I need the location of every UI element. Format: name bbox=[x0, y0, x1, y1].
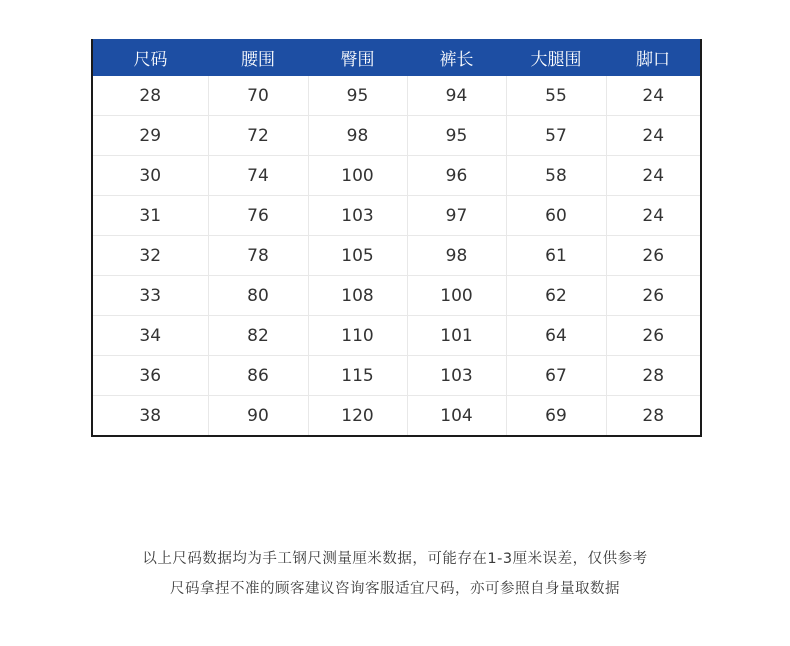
cell-length: 103 bbox=[407, 356, 506, 396]
header-size: 尺码 bbox=[92, 39, 208, 76]
cell-leg-opening: 26 bbox=[606, 276, 701, 316]
cell-length: 97 bbox=[407, 196, 506, 236]
cell-hip: 108 bbox=[308, 276, 407, 316]
measurement-note: 以上尺码数据均为手工钢尺测量厘米数据，可能存在1-3厘米误差，仅供参考 bbox=[142, 551, 648, 567]
cell-size: 28 bbox=[92, 76, 208, 116]
cell-waist: 76 bbox=[208, 196, 308, 236]
cell-length: 98 bbox=[407, 236, 506, 276]
cell-hip: 95 bbox=[308, 76, 407, 116]
table-row bbox=[92, 116, 701, 156]
header-waist: 腰围 bbox=[208, 39, 308, 76]
header-length: 裤长 bbox=[407, 39, 506, 76]
cell-size: 29 bbox=[92, 116, 208, 156]
cell-leg-opening: 26 bbox=[606, 236, 701, 276]
cell-thigh: 57 bbox=[506, 116, 606, 156]
cell-thigh: 62 bbox=[506, 276, 606, 316]
cell-waist: 80 bbox=[208, 276, 308, 316]
cell-hip: 105 bbox=[308, 236, 407, 276]
table-row bbox=[92, 156, 701, 196]
cell-thigh: 60 bbox=[506, 196, 606, 236]
cell-length: 101 bbox=[407, 316, 506, 356]
cell-leg-opening: 28 bbox=[642, 405, 665, 426]
cell-hip: 115 bbox=[308, 356, 407, 396]
cell-thigh: 67 bbox=[506, 356, 606, 396]
cell-thigh: 55 bbox=[506, 76, 606, 116]
cell-waist: 70 bbox=[208, 76, 308, 116]
cell-thigh: 61 bbox=[506, 236, 606, 276]
size-chart-table bbox=[91, 39, 702, 437]
cell-hip: 120 bbox=[308, 396, 407, 437]
table-row bbox=[92, 236, 701, 276]
cell-thigh: 69 bbox=[506, 396, 606, 437]
cell-hip: 98 bbox=[308, 116, 407, 156]
cell-size: 32 bbox=[92, 236, 208, 276]
table-row bbox=[92, 396, 701, 437]
cell-waist: 74 bbox=[208, 156, 308, 196]
cell-hip: 100 bbox=[308, 156, 407, 196]
cell-size: 33 bbox=[92, 276, 208, 316]
table-header-row bbox=[92, 39, 701, 76]
table-row bbox=[92, 316, 701, 356]
table-row bbox=[92, 196, 701, 236]
cell-waist: 72 bbox=[208, 116, 308, 156]
header-hip: 臀围 bbox=[308, 39, 407, 76]
cell-length: 100 bbox=[407, 276, 506, 316]
cell-thigh: 64 bbox=[506, 316, 606, 356]
cell-size: 31 bbox=[92, 196, 208, 236]
size-advice-note: 尺码拿捏不准的顾客建议咨询客服适宜尺码，亦可参照自身量取数据 bbox=[170, 581, 620, 597]
table-row bbox=[92, 276, 701, 316]
cell-size: 34 bbox=[92, 316, 208, 356]
cell-leg-opening: 24 bbox=[606, 116, 701, 156]
cell-thigh: 58 bbox=[506, 156, 606, 196]
header-thigh: 大腿围 bbox=[506, 39, 606, 76]
cell-leg-opening: 24 bbox=[606, 196, 701, 236]
cell-leg-opening: 26 bbox=[606, 316, 701, 356]
table-row bbox=[92, 356, 701, 396]
cell-leg-opening: 24 bbox=[606, 156, 701, 196]
cell-hip: 103 bbox=[308, 196, 407, 236]
cell-size: 36 bbox=[92, 356, 208, 396]
cell-length: 96 bbox=[407, 156, 506, 196]
cell-length: 104 bbox=[407, 396, 506, 437]
table-row bbox=[92, 76, 701, 116]
cell-leg-opening: 24 bbox=[606, 76, 701, 116]
cell-size: 38 bbox=[92, 396, 208, 437]
cell-length: 94 bbox=[407, 76, 506, 116]
cell-waist: 82 bbox=[208, 316, 308, 356]
cell-hip: 110 bbox=[308, 316, 407, 356]
cell-length: 95 bbox=[407, 116, 506, 156]
cell-leg-opening: 28 bbox=[606, 356, 701, 396]
header-leg-opening: 脚口 bbox=[606, 39, 701, 76]
cell-waist: 90 bbox=[208, 396, 308, 437]
cell-waist: 78 bbox=[208, 236, 308, 276]
cell-size: 30 bbox=[92, 156, 208, 196]
cell-waist: 86 bbox=[208, 356, 308, 396]
